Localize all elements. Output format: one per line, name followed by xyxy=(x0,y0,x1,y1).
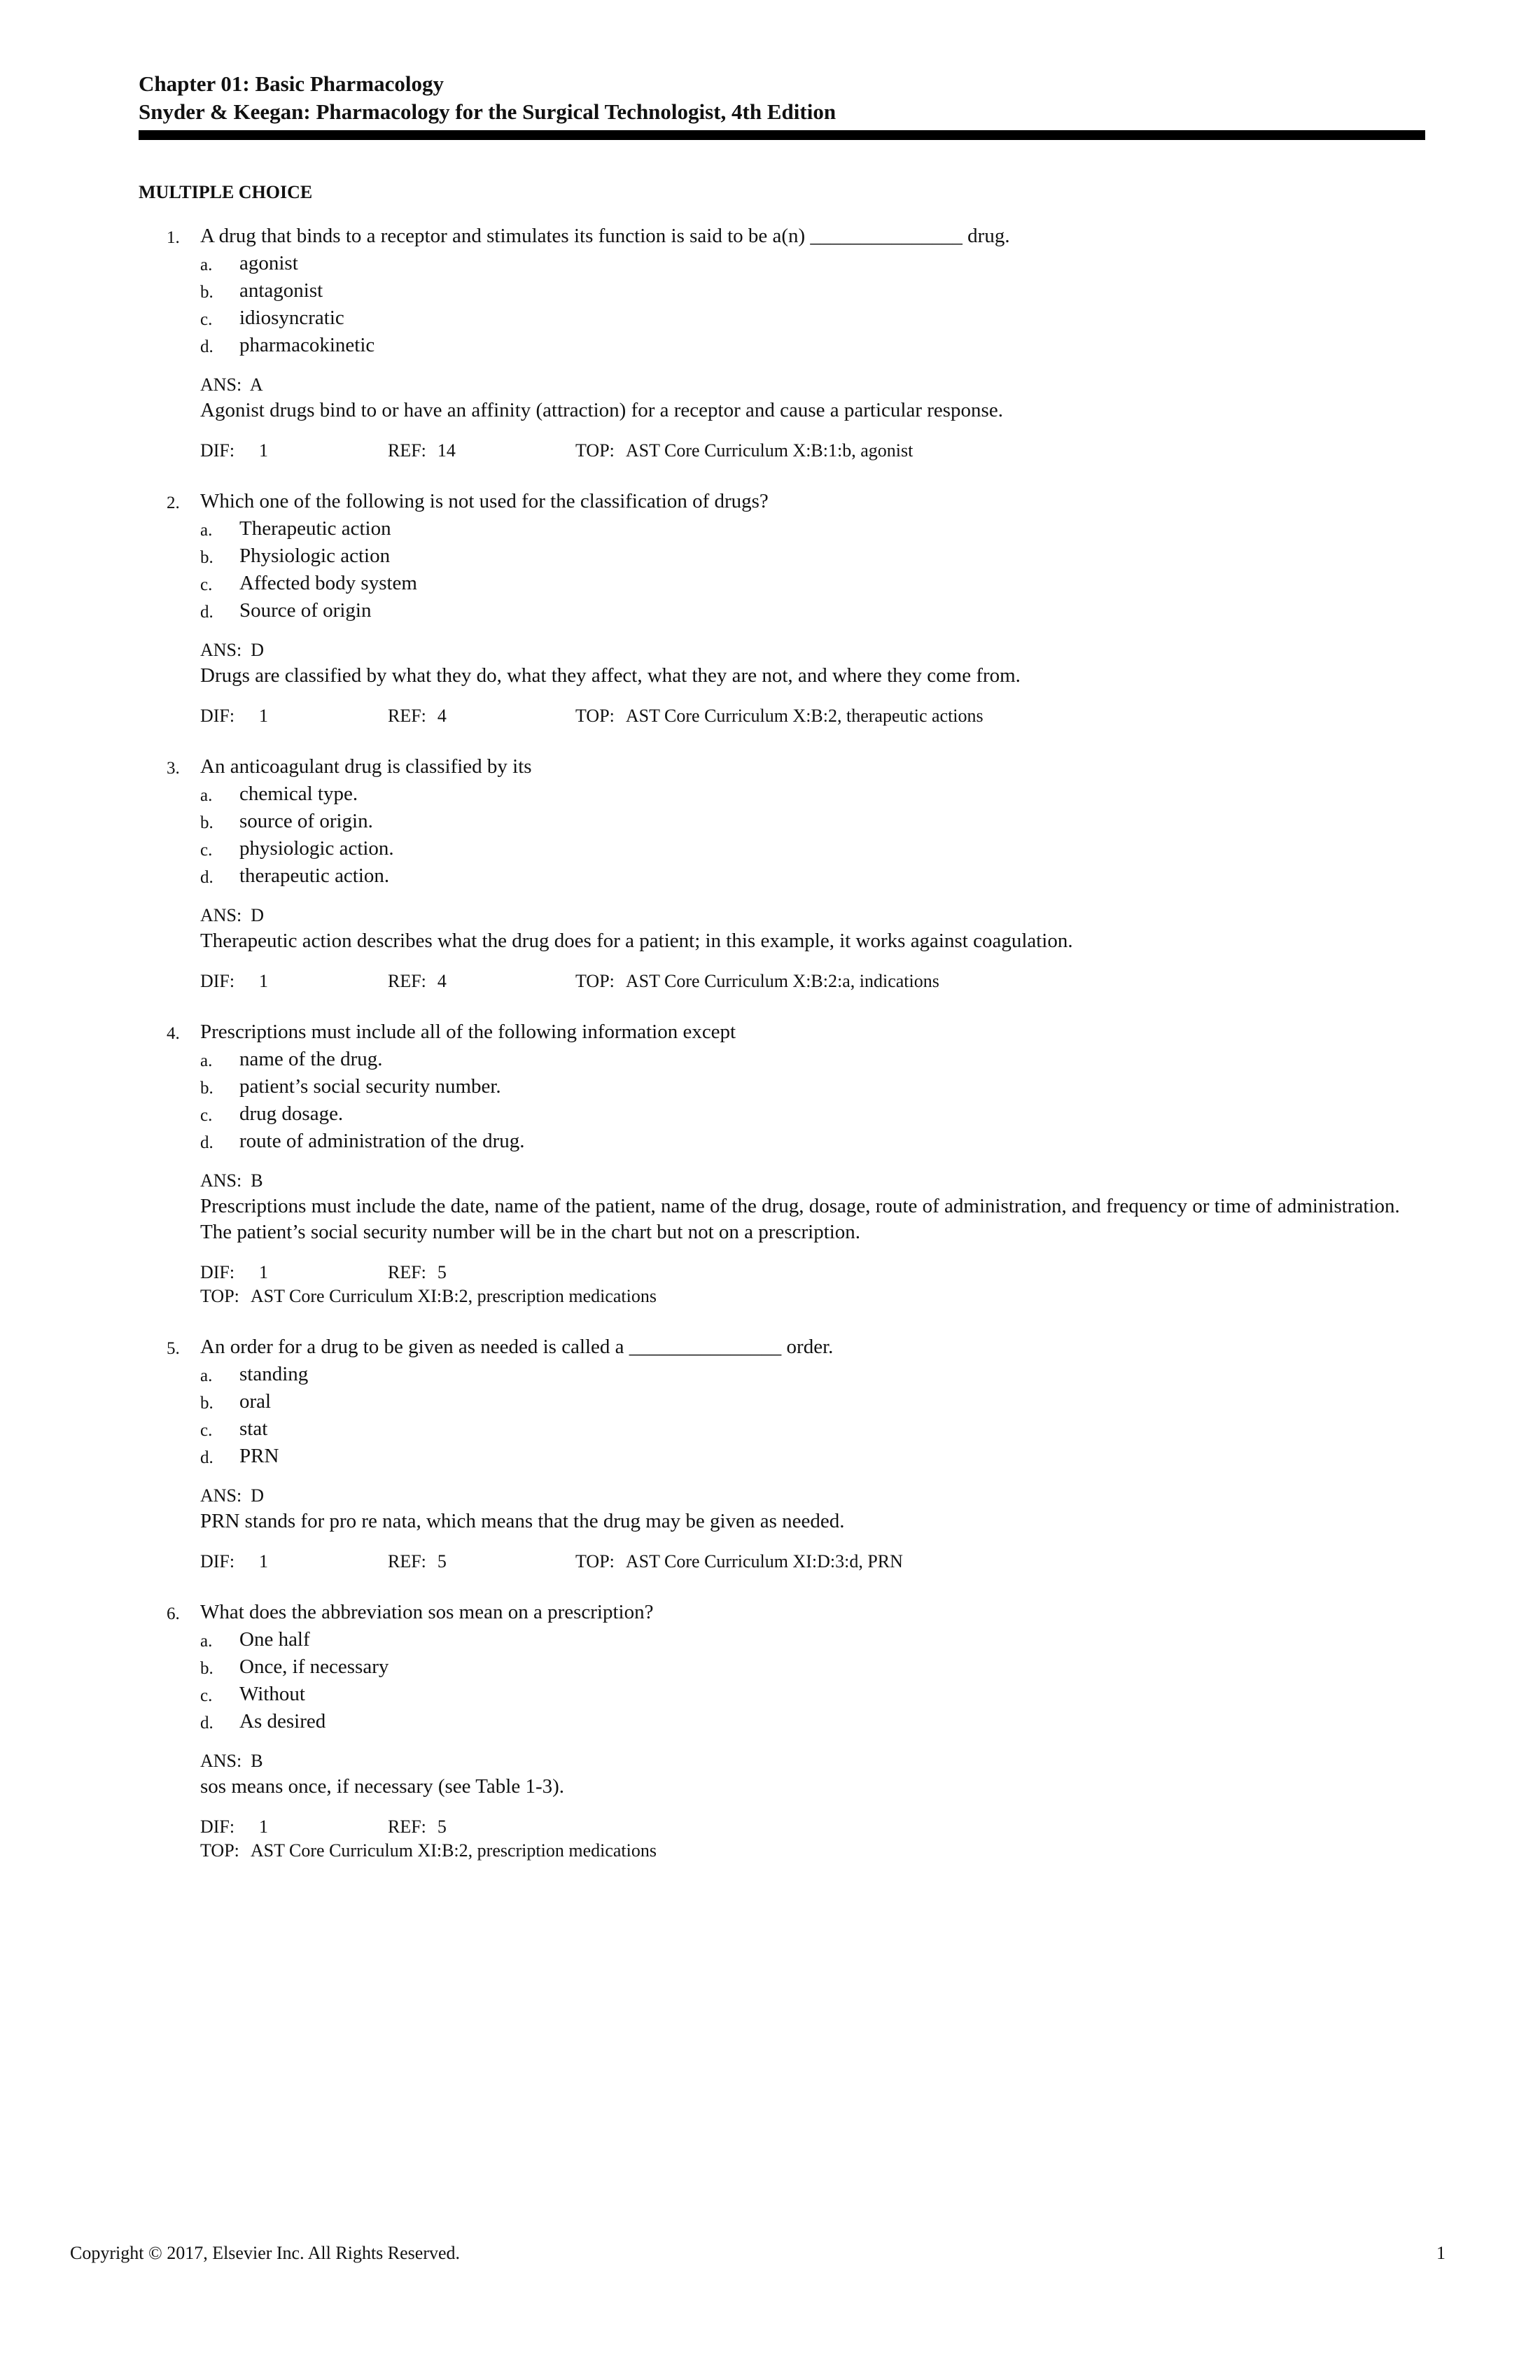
option-text: oral xyxy=(239,1390,272,1413)
option-letter: a. xyxy=(200,255,213,274)
option-b xyxy=(139,277,1427,304)
option-text: pharmacokinetic xyxy=(239,334,375,356)
question-stem xyxy=(139,753,1427,780)
option-letter: d. xyxy=(200,1714,214,1732)
question-number: 6. xyxy=(167,1604,180,1623)
option-letter: c. xyxy=(200,310,213,329)
top-value: AST Core Curriculum XI:B:2, prescription medications xyxy=(250,1286,657,1306)
option-letter: c. xyxy=(200,1421,213,1440)
question-number: 1. xyxy=(167,228,180,247)
option-text: patient’s social security number. xyxy=(239,1075,501,1098)
meta-row xyxy=(200,969,1427,993)
option-b xyxy=(139,1653,1427,1681)
dif-label: DIF: xyxy=(200,971,235,991)
option-text: idiosyncratic xyxy=(239,307,344,329)
option-c xyxy=(139,1415,1427,1443)
answer-label: ANS: xyxy=(200,905,242,925)
option-a xyxy=(139,250,1427,277)
answer-label: ANS: xyxy=(200,1170,242,1191)
answer-value: A xyxy=(249,374,263,395)
reference xyxy=(388,1550,447,1574)
page-header xyxy=(139,70,1425,126)
answer-value: D xyxy=(251,640,265,660)
option-c xyxy=(139,304,1427,332)
option-text: antagonist xyxy=(239,279,323,302)
option-a xyxy=(139,1626,1427,1653)
answer-explanation: Prescriptions must include the date, name of the patient, name of the drug, dosage, route of administration, and frequency or time of administration. The patient’s social security number will be in the chart but not on a prescription. xyxy=(200,1195,1400,1243)
top-value: AST Core Curriculum X:B:1:b, agonist xyxy=(625,440,913,461)
answer-value: B xyxy=(251,1170,263,1191)
question-2 xyxy=(139,488,1427,728)
answer-block xyxy=(139,902,1427,954)
question-meta xyxy=(139,439,1427,463)
top-label: TOP: xyxy=(575,440,615,461)
answer-block xyxy=(139,372,1427,424)
dif-label: DIF: xyxy=(200,1262,235,1282)
question-text: A drug that binds to a receptor and stimulates its function is said to be a(n) _______________ drug. xyxy=(200,225,1010,247)
ref-value: 5 xyxy=(437,1551,447,1572)
option-b xyxy=(139,1073,1427,1100)
question-meta xyxy=(139,1261,1427,1308)
ref-value: 4 xyxy=(437,971,447,991)
option-list xyxy=(139,250,1427,359)
ref-value: 14 xyxy=(437,440,456,461)
option-letter: d. xyxy=(200,1448,214,1467)
ref-value: 5 xyxy=(437,1816,447,1837)
ref-value: 5 xyxy=(437,1262,447,1282)
dif-value: 1 xyxy=(259,971,268,991)
option-a xyxy=(139,1046,1427,1073)
ref-label: REF: xyxy=(388,971,426,991)
option-b xyxy=(139,808,1427,835)
option-list xyxy=(139,515,1427,624)
option-d xyxy=(139,1708,1427,1735)
option-c xyxy=(139,1681,1427,1708)
answer-block xyxy=(139,1748,1427,1800)
page-number: 1 xyxy=(1436,2243,1446,2263)
ref-label: REF: xyxy=(388,440,426,461)
option-text: As desired xyxy=(239,1710,326,1732)
option-d xyxy=(139,1443,1427,1470)
option-letter: a. xyxy=(200,521,213,540)
option-letter: c. xyxy=(200,1686,213,1705)
option-letter: b. xyxy=(200,813,214,832)
dif-label: DIF: xyxy=(200,706,235,726)
answer-line xyxy=(200,902,1427,928)
question-stem xyxy=(139,1599,1427,1626)
answer-block xyxy=(139,637,1427,689)
option-a xyxy=(139,1361,1427,1388)
question-5 xyxy=(139,1334,1427,1574)
option-letter: b. xyxy=(200,1079,214,1098)
answer-explanation: sos means once, if necessary (see Table 1-3). xyxy=(200,1775,565,1798)
question-text: An order for a drug to be given as needed is called a _______________ order. xyxy=(200,1336,834,1358)
answer-label: ANS: xyxy=(200,640,242,660)
meta-row xyxy=(200,1284,1427,1308)
option-text: therapeutic action. xyxy=(239,864,390,887)
answer-label: ANS: xyxy=(200,1751,242,1771)
option-letter: a. xyxy=(200,1632,213,1651)
top-value: AST Core Curriculum XI:D:3:d, PRN xyxy=(625,1551,903,1572)
option-text: Without xyxy=(239,1683,305,1705)
difficulty xyxy=(200,969,268,993)
option-b xyxy=(139,542,1427,570)
question-meta xyxy=(139,1550,1427,1574)
copyright-notice: Copyright © 2017, Elsevier Inc. All Rights Reserved. xyxy=(70,2243,461,2263)
option-text: chemical type. xyxy=(239,783,358,805)
option-letter: a. xyxy=(200,1366,213,1385)
reference xyxy=(388,1815,447,1839)
option-letter: d. xyxy=(200,337,214,356)
top-value: AST Core Curriculum X:B:2:a, indications xyxy=(625,971,939,991)
meta-row xyxy=(200,704,1427,728)
option-text: name of the drug. xyxy=(239,1048,383,1070)
option-b xyxy=(139,1388,1427,1415)
option-c xyxy=(139,570,1427,597)
option-text: PRN xyxy=(239,1445,279,1467)
difficulty xyxy=(200,704,268,728)
option-text: physiologic action. xyxy=(239,837,394,860)
header-rule xyxy=(139,130,1425,140)
answer-label: ANS: xyxy=(200,374,242,395)
question-1 xyxy=(139,223,1427,463)
topic xyxy=(575,1550,903,1574)
question-stem xyxy=(139,1334,1427,1361)
option-letter: d. xyxy=(200,1133,214,1152)
option-text: Source of origin xyxy=(239,599,372,622)
answer-line xyxy=(200,372,1427,398)
option-text: agonist xyxy=(239,252,298,274)
option-text: Physiologic action xyxy=(239,545,391,567)
answer-value: D xyxy=(251,1485,265,1506)
topic xyxy=(200,1839,657,1863)
option-d xyxy=(139,1128,1427,1155)
answer-explanation: Agonist drugs bind to or have an affinity (attraction) for a receptor and cause a particular response. xyxy=(200,399,1003,421)
dif-value: 1 xyxy=(259,1816,268,1837)
answer-explanation: Therapeutic action describes what the drug does for a patient; in this example, it works against coagulation. xyxy=(200,930,1073,952)
topic xyxy=(575,969,939,993)
option-text: source of origin. xyxy=(239,810,373,832)
question-meta xyxy=(139,969,1427,993)
meta-row xyxy=(200,1839,1427,1863)
option-list xyxy=(139,1626,1427,1735)
book-title: Snyder & Keegan: Pharmacology for the Surgical Technologist, 4th Edition xyxy=(139,99,836,124)
option-c xyxy=(139,1100,1427,1128)
answer-line xyxy=(200,1483,1427,1508)
question-number: 5. xyxy=(167,1339,180,1358)
question-text: An anticoagulant drug is classified by its xyxy=(200,755,532,778)
meta-row xyxy=(200,1815,1427,1839)
reference xyxy=(388,969,447,993)
option-letter: c. xyxy=(200,1106,213,1125)
question-stem xyxy=(139,488,1427,515)
answer-value: D xyxy=(251,905,265,925)
difficulty xyxy=(200,1550,268,1574)
option-list xyxy=(139,1046,1427,1155)
question-number: 3. xyxy=(167,759,180,778)
dif-label: DIF: xyxy=(200,440,235,461)
option-a xyxy=(139,780,1427,808)
option-text: drug dosage. xyxy=(239,1102,344,1125)
option-text: Therapeutic action xyxy=(239,517,391,540)
ref-label: REF: xyxy=(388,706,426,726)
question-number: 4. xyxy=(167,1024,180,1043)
option-letter: c. xyxy=(200,841,213,860)
question-number: 2. xyxy=(167,493,180,512)
answer-line xyxy=(200,1748,1427,1774)
top-value: AST Core Curriculum X:B:2, therapeutic actions xyxy=(625,706,983,726)
question-4 xyxy=(139,1018,1427,1308)
dif-label: DIF: xyxy=(200,1816,235,1837)
option-d xyxy=(139,862,1427,890)
answer-explanation: PRN stands for pro re nata, which means that the drug may be given as needed. xyxy=(200,1510,845,1532)
meta-row xyxy=(200,1550,1427,1574)
top-label: TOP: xyxy=(200,1286,239,1306)
answer-label: ANS: xyxy=(200,1485,242,1506)
option-text: Once, if necessary xyxy=(239,1656,389,1678)
question-stem xyxy=(139,1018,1427,1046)
dif-label: DIF: xyxy=(200,1551,235,1572)
ref-label: REF: xyxy=(388,1262,426,1282)
option-letter: c. xyxy=(200,575,213,594)
option-text: Affected body system xyxy=(239,572,417,594)
option-text: One half xyxy=(239,1628,310,1651)
dif-value: 1 xyxy=(259,440,268,461)
dif-value: 1 xyxy=(259,1262,268,1282)
question-list xyxy=(139,223,1427,1888)
question-6 xyxy=(139,1599,1427,1863)
question-stem xyxy=(139,223,1427,250)
option-letter: b. xyxy=(200,283,214,302)
option-text: stat xyxy=(239,1418,268,1440)
option-d xyxy=(139,597,1427,624)
chapter-title: Chapter 01: Basic Pharmacology xyxy=(139,71,444,96)
answer-line xyxy=(200,637,1427,663)
question-text: Which one of the following is not used for the classification of drugs? xyxy=(200,490,769,512)
option-list xyxy=(139,1361,1427,1470)
option-text: standing xyxy=(239,1363,309,1385)
option-text: route of administration of the drug. xyxy=(239,1130,525,1152)
meta-row xyxy=(200,439,1427,463)
answer-block xyxy=(139,1483,1427,1534)
ref-value: 4 xyxy=(437,706,447,726)
reference xyxy=(388,1261,447,1284)
answer-block xyxy=(139,1168,1427,1245)
dif-value: 1 xyxy=(259,1551,268,1572)
option-c xyxy=(139,835,1427,862)
top-value: AST Core Curriculum XI:B:2, prescription medications xyxy=(250,1840,657,1861)
reference xyxy=(388,704,447,728)
question-meta xyxy=(139,1815,1427,1863)
difficulty xyxy=(200,1261,268,1284)
top-label: TOP: xyxy=(575,1551,615,1572)
question-text: What does the abbreviation sos mean on a prescription? xyxy=(200,1601,654,1623)
section-title: MULTIPLE CHOICE xyxy=(139,182,313,202)
option-letter: d. xyxy=(200,603,214,622)
question-meta xyxy=(139,704,1427,728)
top-label: TOP: xyxy=(575,706,615,726)
option-letter: d. xyxy=(200,868,214,887)
option-letter: b. xyxy=(200,1659,214,1678)
option-letter: b. xyxy=(200,548,214,567)
difficulty xyxy=(200,439,268,463)
meta-row xyxy=(200,1261,1427,1284)
question-3 xyxy=(139,753,1427,993)
top-label: TOP: xyxy=(200,1840,239,1861)
answer-line xyxy=(200,1168,1427,1194)
answer-value: B xyxy=(251,1751,263,1771)
reference xyxy=(388,439,456,463)
question-text: Prescriptions must include all of the following information except xyxy=(200,1021,736,1043)
ref-label: REF: xyxy=(388,1551,426,1572)
option-letter: b. xyxy=(200,1394,214,1413)
option-letter: a. xyxy=(200,786,213,805)
answer-explanation: Drugs are classified by what they do, what they affect, what they are not, and where they come from. xyxy=(200,664,1021,687)
top-label: TOP: xyxy=(575,971,615,991)
option-list xyxy=(139,780,1427,890)
dif-value: 1 xyxy=(259,706,268,726)
option-letter: a. xyxy=(200,1051,213,1070)
topic xyxy=(575,439,913,463)
option-d xyxy=(139,332,1427,359)
option-a xyxy=(139,515,1427,542)
difficulty xyxy=(200,1815,268,1839)
topic xyxy=(200,1284,657,1308)
ref-label: REF: xyxy=(388,1816,426,1837)
topic xyxy=(575,704,983,728)
